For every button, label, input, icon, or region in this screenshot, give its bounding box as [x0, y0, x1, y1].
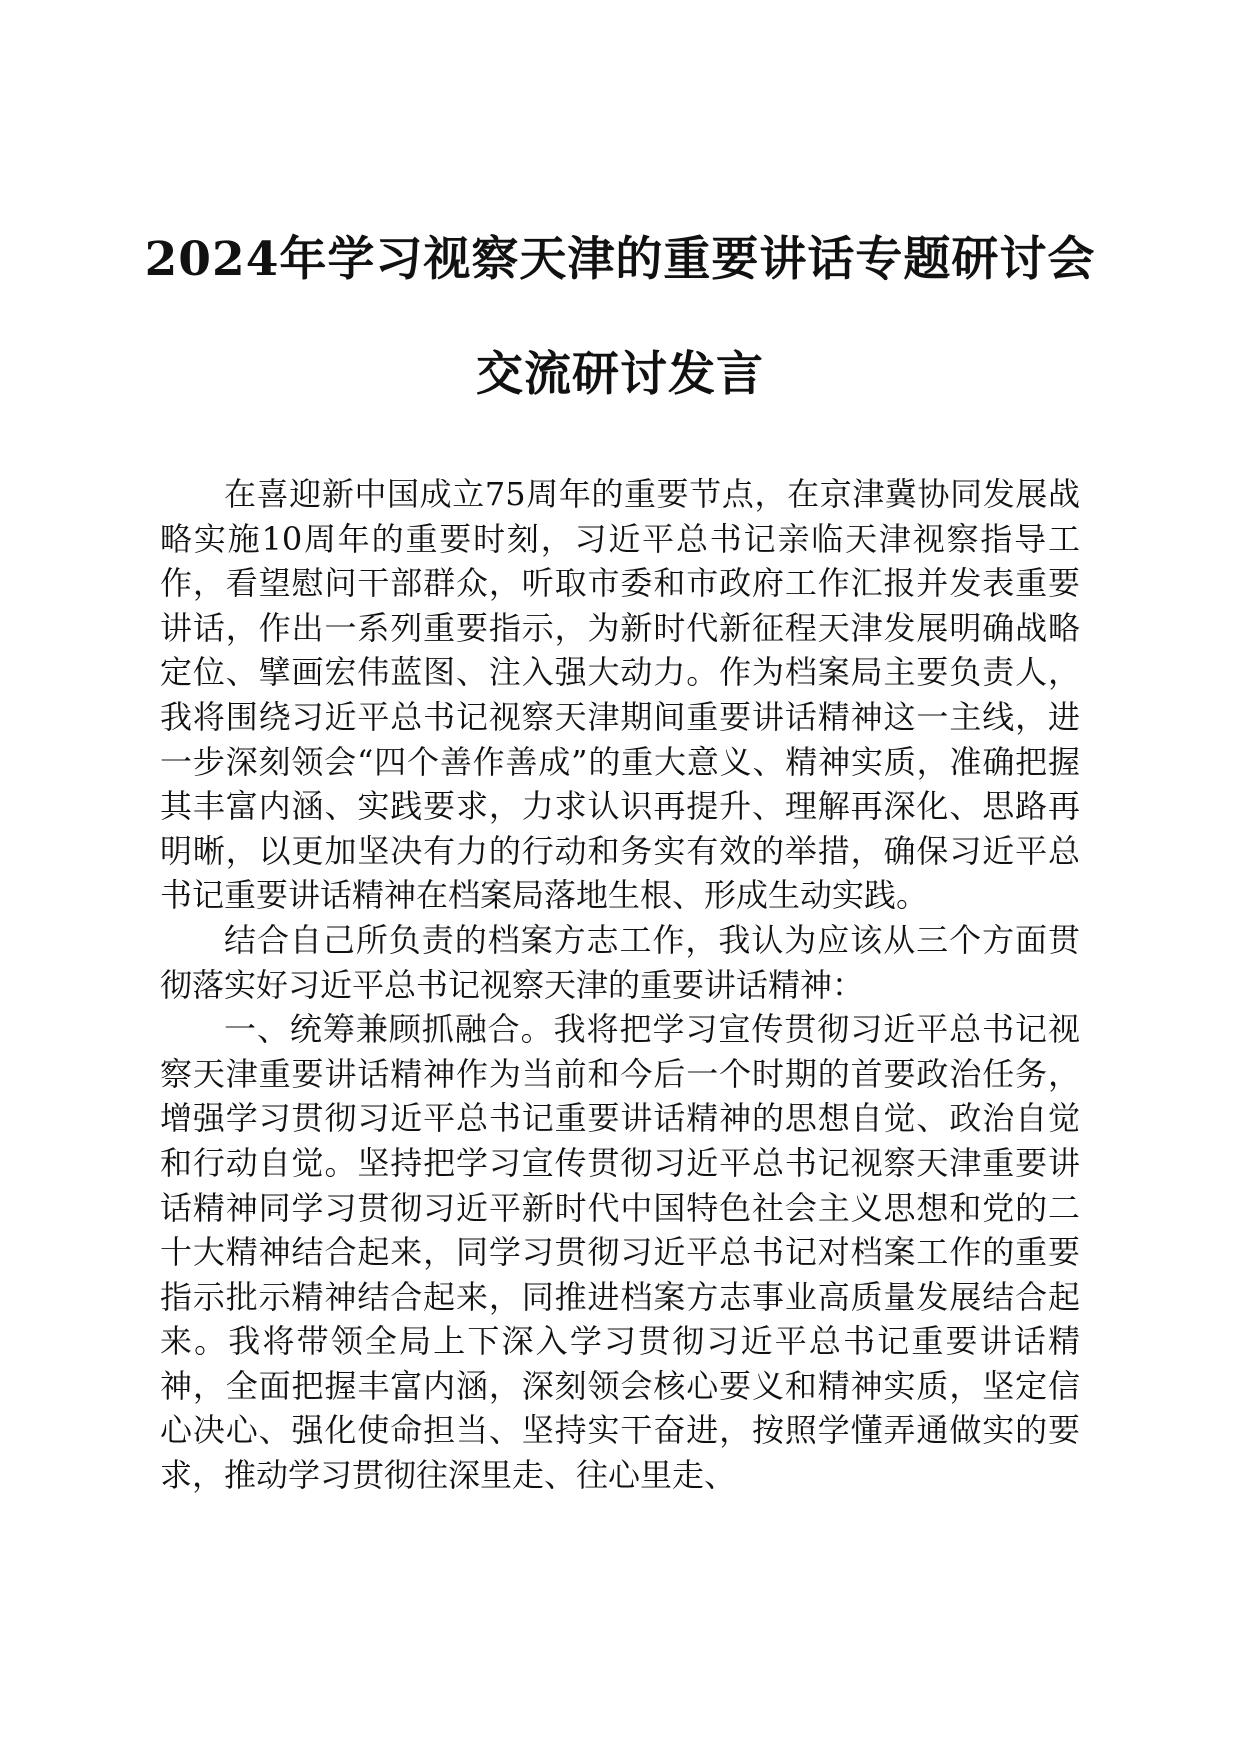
document-title-line-2: 交流研讨发言 [476, 347, 764, 402]
document-body [160, 472, 1080, 1498]
paragraph-intro: 在喜迎新中国成立75周年的重要节点，在京津冀协同发展战略实施10周年的重要时刻，习近平总书记亲临天津视察指导工作，看望慰问干部群众，听取市委和市政府工作汇报并发表重要讲话，作出一系列重要指示，为新时代新征程天津发展明确战略定位、擘画宏伟蓝图、注入强大动力。作为档案局主要负责人，我将围绕习近平总书记视察天津期间重要讲话精神这一主线，进一步深刻领会“四个善作善成”的重大意义、精神实质，准确把握其丰富内涵、实践要求，力求认识再提升、理解再深化、思路再明晰，以更加坚决有力的行动和务实有效的举措，确保习近平总书记重要讲话精神在档案局落地生根、形成生动实践。 [160, 475, 1080, 915]
paragraph-section-one: 一、统筹兼顾抓融合。我将把学习宣传贯彻习近平总书记视察天津重要讲话精神作为当前和今后一个时期的首要政治任务，增强学习贯彻习近平总书记重要讲话精神的思想自觉、政治自觉和行动自觉。坚持把学习宣传贯彻习近平总书记视察天津重要讲话精神同学习贯彻习近平新时代中国特色社会主义思想和党的二十大精神结合起来，同学习贯彻习近平总书记对档案工作的重要指示批示精神结合起来，同推进档案方志事业高质量发展结合起来。我将带领全局上下深入学习贯彻习近平总书记重要讲话精神，全面把握丰富内涵，深刻领会核心要义和精神实质，坚定信心决心、强化使命担当、坚持实干奋进，按照学懂弄通做实的要求，推动学习贯彻往深里走、往心里走、 [160, 1010, 1080, 1495]
paragraph-overview: 结合自己所负责的档案方志工作，我认为应该从三个方面贯彻落实好习近平总书记视察天津的重要讲话精神： [160, 920, 1080, 1004]
document-title-line-1: 2024年学习视察天津的重要讲话专题研讨会 [144, 232, 1096, 287]
